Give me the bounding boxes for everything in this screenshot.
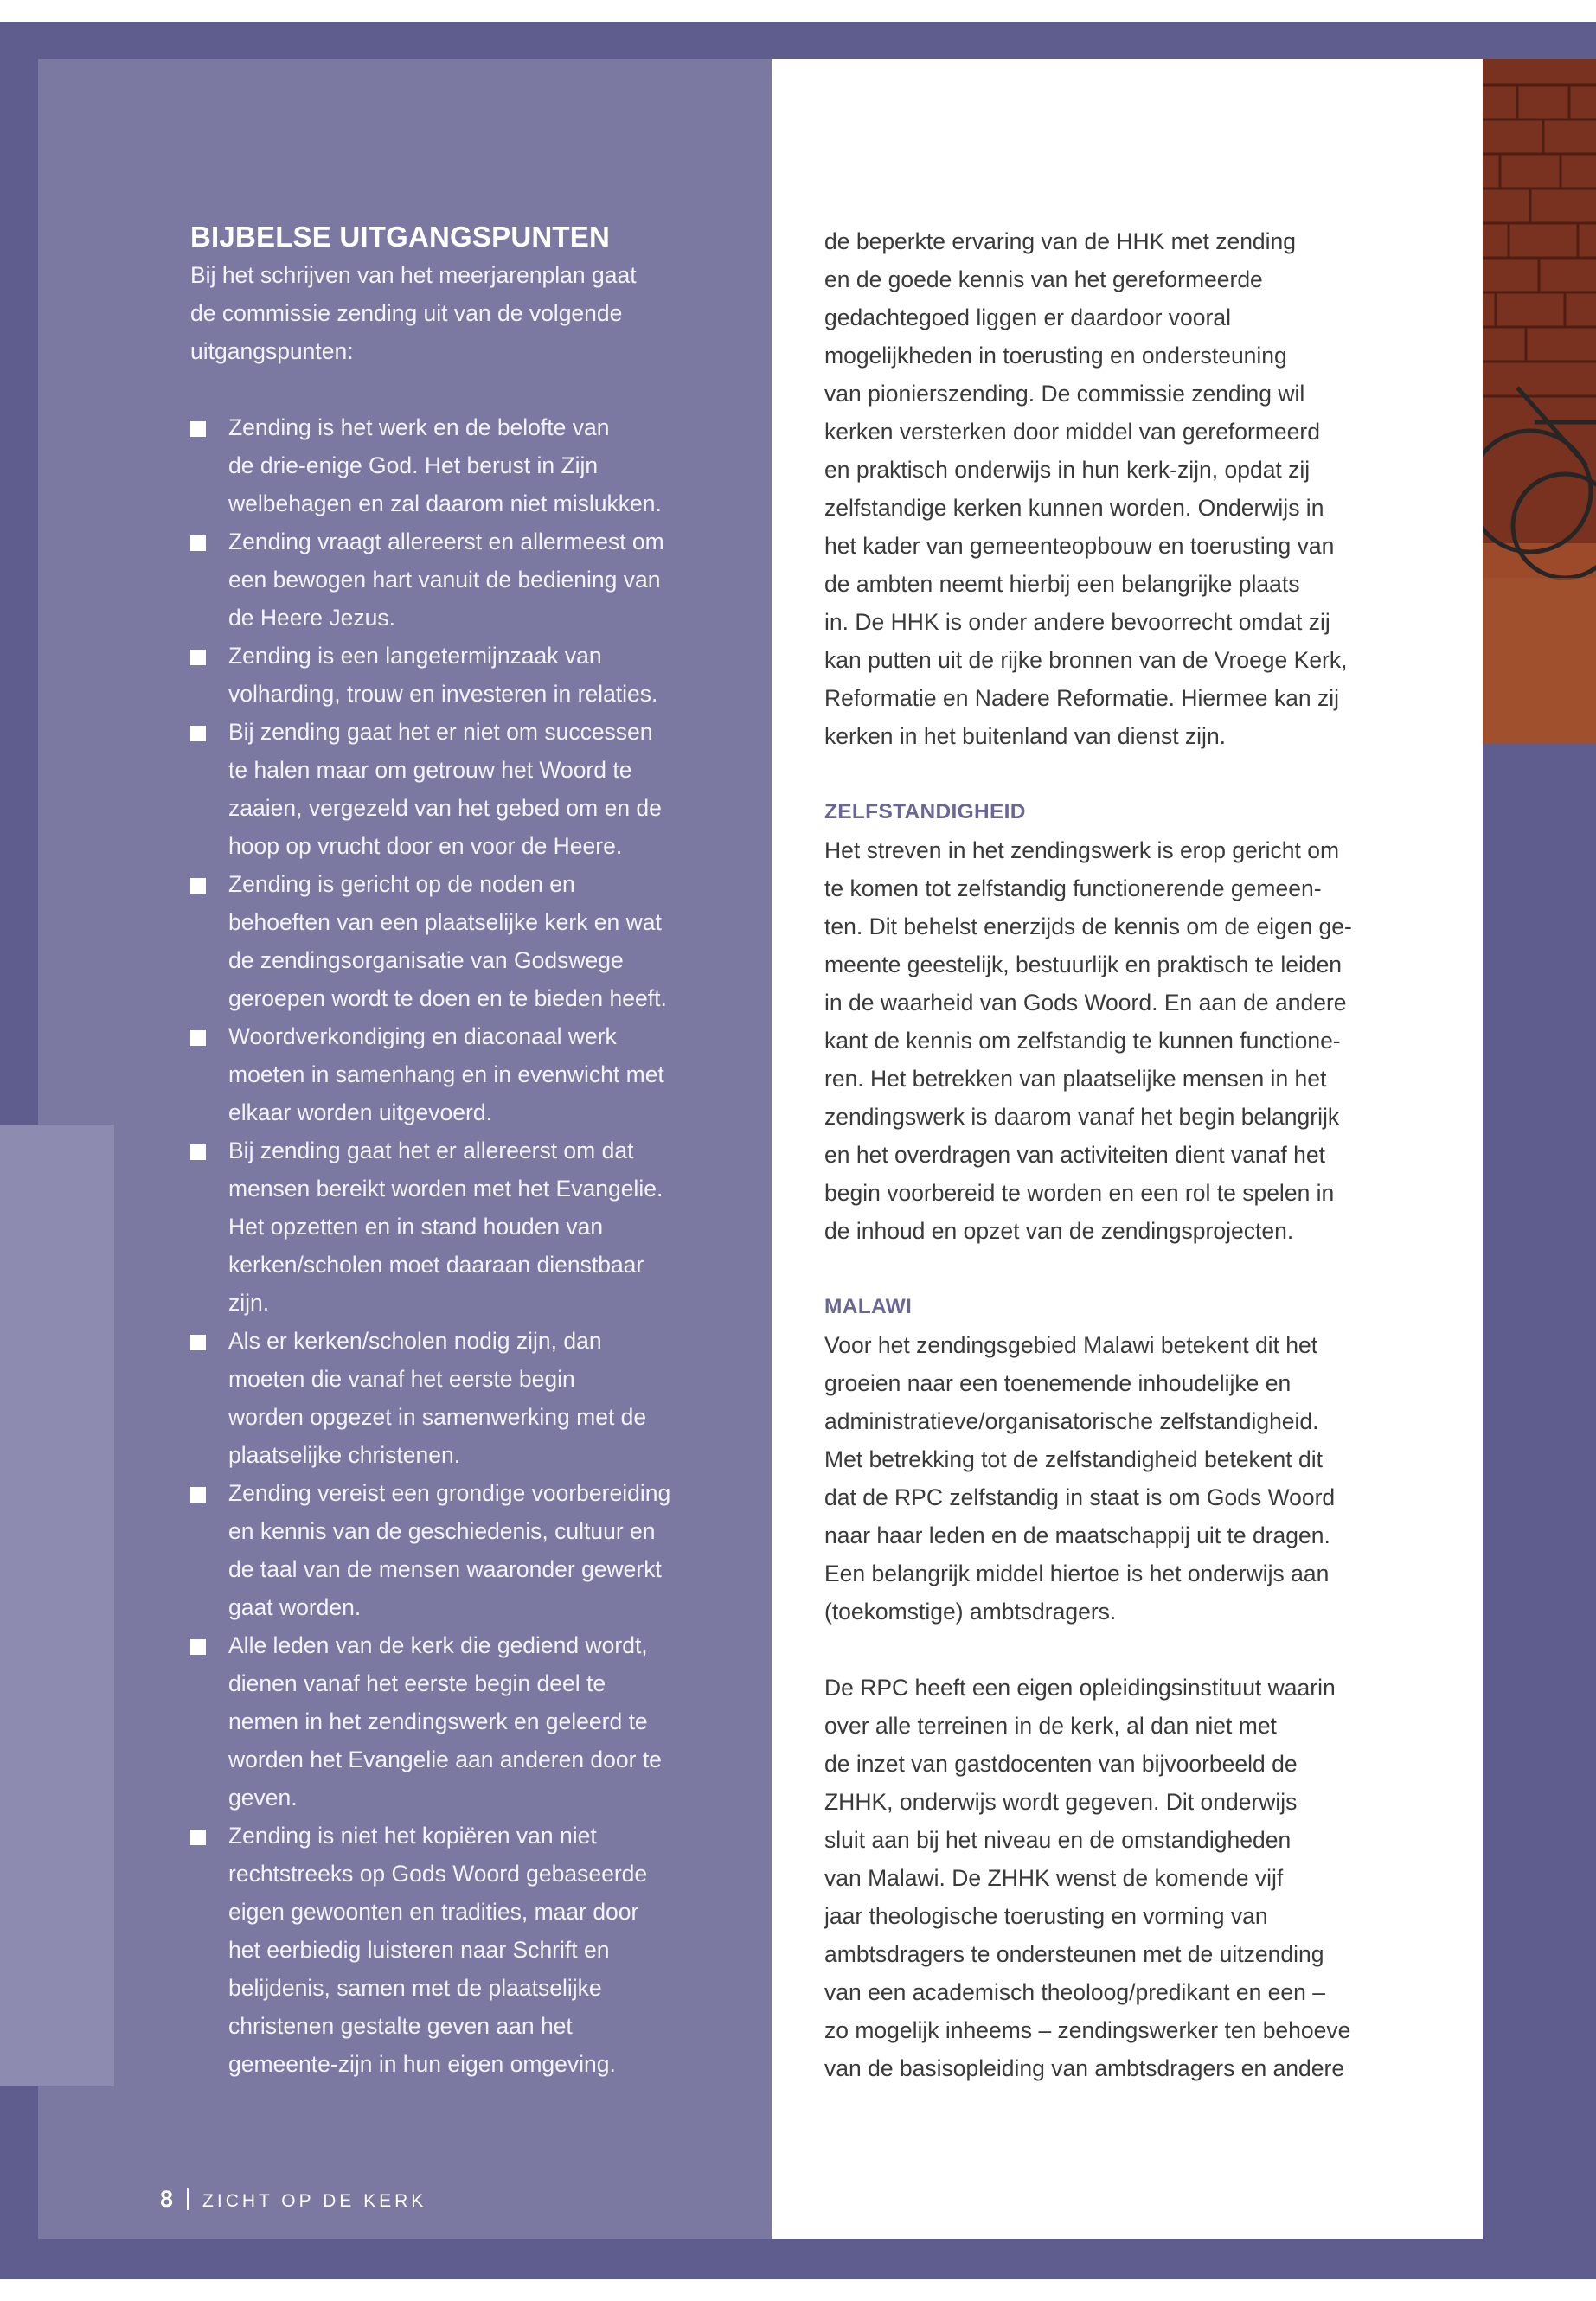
principle-item — [190, 522, 727, 637]
text-line: van Malawi. De ZHHK wenst de komende vijf — [824, 1865, 1284, 1891]
principle-line: hoop op vrucht door en voor de Heere. — [228, 833, 623, 859]
intro-paragraph — [190, 256, 727, 370]
left-column — [190, 218, 727, 2083]
text-line: begin voorbereid te worden en een rol te spelen in — [824, 1180, 1335, 1206]
publication-title: ZICHT OP DE KERK — [202, 2191, 427, 2211]
principle-line: eigen gewoonten en tradities, maar door — [228, 1899, 639, 1925]
text-line: het kader van gemeenteopbouw en toerusting van — [824, 533, 1335, 559]
principle-line: volharding, trouw en investeren in relaties. — [228, 681, 658, 707]
square-bullet-icon — [190, 1030, 206, 1046]
spacer — [824, 1631, 1413, 1669]
principle-item — [190, 408, 727, 522]
principle-line: Als er kerken/scholen nodig zijn, dan — [228, 1328, 602, 1354]
text-line: kerken versterken door middel van gereformeerd — [824, 419, 1320, 445]
text-line: kant de kennis om zelfstandig te kunnen functione- — [824, 1028, 1341, 1054]
square-bullet-icon — [190, 726, 206, 741]
text-line: gedachtegoed liggen er daardoor vooral — [824, 304, 1231, 330]
text-line: ten. Dit behelst enerzijds de kennis om de eigen ge- — [824, 913, 1352, 939]
text-line: de ambten neemt hierbij een belangrijke plaats — [824, 571, 1300, 597]
principle-line: zaaien, vergezeld van het gebed om en de — [228, 795, 662, 821]
principle-line: gaat worden. — [228, 1594, 362, 1620]
subheading-zelfstandigheid: ZELFSTANDIGHEID — [824, 800, 1026, 824]
photo-illustration — [1483, 59, 1596, 744]
text-line: zo mogelijk inheems – zendingswerker ten behoeve — [824, 2017, 1351, 2043]
section-heading-bijbelse-uitgangspunten: BIJBELSE UITGANGSPUNTEN — [190, 221, 610, 253]
square-bullet-icon — [190, 878, 206, 894]
text-line: (toekomstige) ambtsdragers. — [824, 1599, 1117, 1625]
text-line: meente geestelijk, bestuurlijk en praktisch te leiden — [824, 952, 1343, 977]
principle-line: kerken/scholen moet daaraan dienstbaar — [228, 1252, 644, 1278]
text-line: van pionierszending. De commissie zending wil — [824, 381, 1305, 407]
principle-line: de Heere Jezus. — [228, 605, 395, 631]
photo-bicycles-brick-wall — [1483, 59, 1596, 744]
text-line: ren. Het betrekken van plaatselijke mensen in het — [824, 1066, 1327, 1092]
principle-item — [190, 1626, 727, 1817]
text-line: de inzet van gastdocenten van bijvoorbeeld de — [824, 1751, 1298, 1777]
text-line: van de basisopleiding van ambtsdragers en andere — [824, 2055, 1345, 2081]
text-line: zendingswerk is daarom vanaf het begin belangrijk — [824, 1104, 1340, 1130]
principle-line: de taal van de mensen waaronder gewerkt — [228, 1556, 662, 1582]
text-line: de beperkte ervaring van de HHK met zending — [824, 228, 1297, 254]
text-line: in. De HHK is onder andere bevoorrecht omdat zij — [824, 609, 1330, 635]
text-line: kerken in het buitenland van dienst zijn. — [824, 723, 1227, 749]
principle-line: Alle leden van de kerk die gediend wordt, — [228, 1632, 648, 1658]
text-line: ambtsdragers te ondersteunen met de uitzending — [824, 1941, 1324, 1967]
principle-item — [190, 713, 727, 865]
square-bullet-icon — [190, 1144, 206, 1160]
paragraph-malawi — [824, 1326, 1413, 1631]
text-line: sluit aan bij het niveau en de omstandigheden — [824, 1827, 1292, 1853]
page-number: 8 — [160, 2186, 174, 2212]
text-line: en praktisch onderwijs in hun kerk-zijn, opdat zij — [824, 457, 1311, 483]
square-bullet-icon — [190, 650, 206, 665]
principle-line: geven. — [228, 1785, 298, 1811]
square-bullet-icon — [190, 1487, 206, 1503]
principle-line: mensen bereikt worden met het Evangelie. — [228, 1176, 663, 1202]
principle-item — [190, 637, 727, 713]
square-bullet-icon — [190, 535, 206, 551]
principle-line: Zending vereist een grondige voorbereiding — [228, 1480, 671, 1506]
text-line: naar haar leden en de maatschappij uit te dragen. — [824, 1522, 1330, 1548]
text-line: Met betrekking tot de zelfstandigheid betekent dit — [824, 1446, 1323, 1472]
text-line: de inhoud en opzet van de zendingsprojecten. — [824, 1218, 1294, 1244]
principle-line: nemen in het zendingswerk en geleerd te — [228, 1708, 648, 1734]
principle-line: rechtstreeks op Gods Woord gebaseerde — [228, 1861, 648, 1887]
text-line: mogelijkheden in toerusting en ondersteuning — [824, 343, 1287, 369]
right-column — [824, 222, 1413, 2087]
principle-line: en kennis van de geschiedenis, cultuur en — [228, 1518, 656, 1544]
principle-item — [190, 1474, 727, 1626]
text-line: kan putten uit de rijke bronnen van de Vroege Kerk, — [824, 647, 1348, 673]
principle-line: Zending is gericht op de noden en — [228, 871, 575, 897]
principle-item — [190, 1131, 727, 1322]
square-bullet-icon — [190, 1335, 206, 1350]
text-line: jaar theologische toerusting en vorming van — [824, 1903, 1268, 1929]
text-line: van een academisch theoloog/predikant en een – — [824, 1979, 1326, 2005]
text-line: in de waarheid van Gods Woord. En aan de andere — [824, 990, 1347, 1016]
principle-line: geroepen wordt te doen en te bieden heeft. — [228, 985, 667, 1011]
principle-line: Bij zending gaat het er allereerst om dat — [228, 1138, 634, 1163]
principle-line: elkaar worden uitgevoerd. — [228, 1099, 492, 1125]
spacer — [824, 755, 1413, 793]
paragraph-zelfstandigheid — [824, 831, 1413, 1250]
principle-line: moeten in samenhang en in evenwicht met — [228, 1061, 664, 1087]
principle-line: de zendingsorganisatie van Godswege — [228, 947, 624, 973]
principle-line: Bij zending gaat het er niet om successen — [228, 719, 653, 745]
subheading-malawi: MALAWI — [824, 1295, 913, 1318]
principle-line: gemeente-zijn in hun eigen omgeving. — [228, 2051, 616, 2077]
paragraph-hhk-context — [824, 222, 1413, 755]
text-line: en het overdragen van activiteiten dient vanaf het — [824, 1142, 1325, 1168]
text-line: Het streven in het zendingswerk is erop gericht om — [824, 837, 1340, 863]
principle-line: Zending is niet het kopiëren van niet — [228, 1823, 597, 1849]
principle-item — [190, 1322, 727, 1474]
text-line: Een belangrijk middel hiertoe is het onderwijs aan — [824, 1561, 1330, 1586]
principle-item — [190, 1817, 727, 2083]
principle-item — [190, 1017, 727, 1131]
principle-line: dienen vanaf het eerste begin deel te — [228, 1670, 606, 1696]
principle-line: te halen maar om getrouw het Woord te — [228, 757, 632, 783]
principle-line: zijn. — [228, 1290, 270, 1316]
side-tab-decoration — [0, 1125, 114, 2086]
principle-line: plaatselijke christenen. — [228, 1442, 461, 1468]
intro-line: Bij het schrijven van het meerjarenplan gaat — [190, 262, 637, 288]
principle-line: worden het Evangelie aan anderen door te — [228, 1747, 662, 1772]
text-line: zelfstandige kerken kunnen worden. Onderwijs in — [824, 495, 1324, 521]
text-line: administratieve/organisatorische zelfstandigheid. — [824, 1408, 1319, 1434]
principle-line: Het opzetten en in stand houden van — [228, 1214, 604, 1240]
spacer — [824, 1250, 1413, 1288]
footer-divider — [187, 2188, 189, 2210]
principle-line: Woordverkondiging en diaconaal werk — [228, 1023, 617, 1049]
principle-line: een bewogen hart vanuit de bediening van — [228, 567, 661, 593]
text-line: dat de RPC zelfstandig in staat is om Gods Woord — [824, 1484, 1336, 1510]
text-line: over alle terreinen in de kerk, al dan niet met — [824, 1713, 1277, 1739]
principles-list — [190, 408, 727, 2083]
principle-item — [190, 865, 727, 1017]
text-line: De RPC heeft een eigen opleidingsinstituut waarin — [824, 1675, 1336, 1701]
square-bullet-icon — [190, 1639, 206, 1655]
principle-line: welbehagen en zal daarom niet mislukken. — [228, 490, 662, 516]
page-footer — [160, 2182, 426, 2219]
principle-line: behoeften van een plaatselijke kerk en wat — [228, 909, 662, 935]
principle-line: moeten die vanaf het eerste begin — [228, 1366, 575, 1392]
text-line: te komen tot zelfstandig functionerende gemeen- — [824, 875, 1322, 901]
principle-line: Zending is een langetermijnzaak van — [228, 643, 602, 669]
principle-line: het eerbiedig luisteren naar Schrift en — [228, 1937, 610, 1963]
text-line: groeien naar een toenemende inhoudelijke en — [824, 1370, 1292, 1396]
square-bullet-icon — [190, 421, 206, 437]
principle-line: Zending is het werk en de belofte van — [228, 414, 610, 440]
intro-line: de commissie zending uit van de volgende — [190, 300, 623, 326]
principle-line: christenen gestalte geven aan het — [228, 2013, 573, 2039]
principle-line: Zending vraagt allereerst en allermeest om — [228, 529, 664, 554]
intro-line: uitgangspunten: — [190, 338, 354, 364]
text-line: en de goede kennis van het gereformeerde — [824, 266, 1263, 292]
text-line: Voor het zendingsgebied Malawi betekent dit het — [824, 1332, 1318, 1358]
principle-line: belijdenis, samen met de plaatselijke — [228, 1975, 602, 2001]
text-line: ZHHK, onderwijs wordt gegeven. Dit onderwijs — [824, 1789, 1298, 1815]
principle-line: worden opgezet in samenwerking met de — [228, 1404, 647, 1430]
text-line: Reformatie en Nadere Reformatie. Hiermee kan zij — [824, 685, 1340, 711]
square-bullet-icon — [190, 1830, 206, 1845]
paragraph-rpc-institute — [824, 1669, 1413, 2087]
principle-line: de drie-enige God. Het berust in Zijn — [228, 452, 599, 478]
